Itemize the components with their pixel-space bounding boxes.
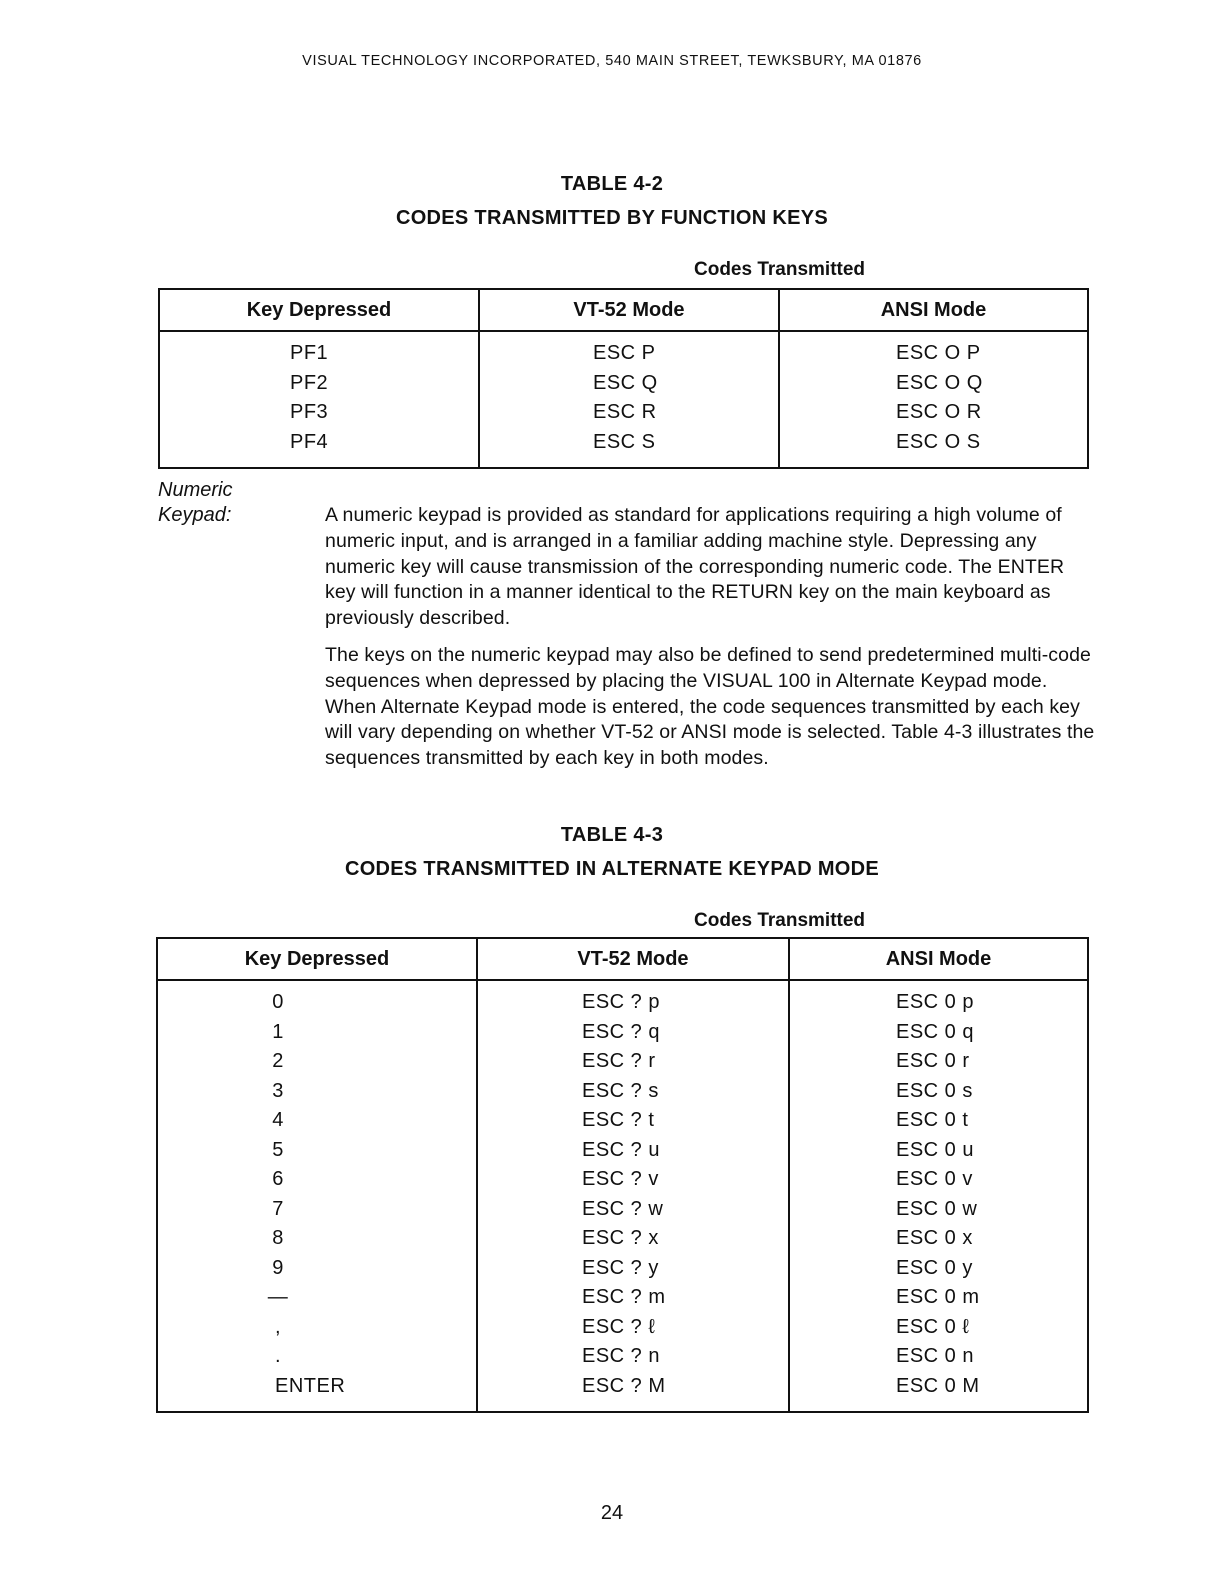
column-header-ansi: ANSI Mode bbox=[779, 289, 1088, 331]
paragraph-2: The keys on the numeric keypad may also be defined to send predetermined multi-code sequences when depressed by placing the VISUAL 100 in Alternate Keypad mode. When Alternate Keypad mode is entered, the code sequences transmitted by each key will vary depending on whether VT-52 or ANSI mode is selected. Table 4-3 illustrates the sequences transmitted by each key in both modes. bbox=[325, 644, 1095, 770]
cell: ESC 0 w bbox=[896, 1197, 978, 1220]
cell: ESC Q bbox=[593, 371, 658, 394]
cell: ESC 0 q bbox=[896, 1020, 974, 1043]
numeric-keypad-label bbox=[158, 478, 232, 528]
table-4-3-number: TABLE 4-3 bbox=[560, 824, 664, 846]
cell: PF1 bbox=[290, 342, 329, 364]
ansi-column bbox=[789, 980, 1088, 1412]
table-4-2-title: CODES TRANSMITTED BY FUNCTION KEYS bbox=[395, 207, 829, 229]
cell: 6 bbox=[272, 1168, 284, 1190]
cell: ESC 0 ℓ bbox=[896, 1315, 970, 1338]
cell: ESC ? u bbox=[582, 1138, 660, 1161]
vt52-column bbox=[477, 980, 789, 1412]
cell: 4 bbox=[272, 1109, 284, 1131]
column-header-key: Key Depressed bbox=[157, 938, 477, 980]
column-header-ansi: ANSI Mode bbox=[789, 938, 1088, 980]
table-4-2-number: TABLE 4-2 bbox=[560, 173, 664, 195]
cell: ESC ? t bbox=[582, 1109, 655, 1131]
cell: ESC ? p bbox=[582, 991, 660, 1013]
cell: — bbox=[267, 1286, 289, 1308]
cell: ESC ? x bbox=[582, 1227, 659, 1249]
ansi-column bbox=[779, 331, 1088, 468]
cell: ESC 0 v bbox=[896, 1168, 973, 1190]
cell: ESC 0 p bbox=[896, 991, 974, 1013]
cell: 5 bbox=[272, 1138, 284, 1161]
cell: ESC 0 x bbox=[896, 1227, 973, 1249]
cell: 1 bbox=[272, 1020, 284, 1043]
column-header-key: Key Depressed bbox=[159, 289, 479, 331]
cell: 2 bbox=[272, 1050, 284, 1072]
column-header-vt52: VT-52 Mode bbox=[477, 938, 789, 980]
cell: ESC R bbox=[593, 401, 657, 423]
table-4-3 bbox=[156, 937, 1089, 1413]
cell: ESC ? v bbox=[582, 1168, 659, 1190]
cell: ESC 0 m bbox=[896, 1286, 980, 1308]
cell: ESC ? m bbox=[582, 1286, 666, 1308]
cell: ENTER bbox=[275, 1374, 346, 1397]
vt52-column bbox=[479, 331, 779, 468]
cell: ESC P bbox=[593, 342, 656, 364]
cell: , bbox=[274, 1315, 282, 1338]
cell: ESC O Q bbox=[896, 371, 983, 394]
cell: ESC O P bbox=[896, 342, 981, 364]
cell: ESC 0 y bbox=[896, 1256, 973, 1279]
cell: ESC ? n bbox=[582, 1345, 660, 1367]
key-column bbox=[157, 980, 477, 1412]
cell: 9 bbox=[272, 1256, 284, 1279]
cell: ESC ? y bbox=[582, 1256, 659, 1279]
cell: 7 bbox=[272, 1197, 284, 1220]
cell: ESC O R bbox=[896, 401, 982, 423]
cell: ESC ? q bbox=[582, 1020, 660, 1043]
label-line-2: Keypad: bbox=[158, 504, 232, 526]
cell: ESC ? s bbox=[582, 1079, 659, 1102]
cell: ESC ? M bbox=[582, 1374, 666, 1397]
cell: PF2 bbox=[290, 371, 329, 394]
cell: ESC 0 r bbox=[896, 1050, 970, 1072]
cell: ESC 0 s bbox=[896, 1079, 973, 1102]
cell: ESC ? r bbox=[582, 1050, 656, 1072]
page-header: VISUAL TECHNOLOGY INCORPORATED, 540 MAIN STREET, TEWKSBURY, MA 01876 bbox=[302, 53, 922, 69]
cell: ESC ? ℓ bbox=[582, 1315, 656, 1338]
table-4-3-group-label: Codes Transmitted bbox=[694, 910, 866, 931]
paragraph-1: A numeric keypad is provided as standard for applications requiring a high volume of numeric input, and is arranged in a familiar adding machine style. Depressing any numeric key will cause transmission of the corresponding numeric code. The ENTER key will function in a manner identical to the RETURN key on the main keyboard as previously described. bbox=[325, 504, 1065, 630]
cell: ESC 0 n bbox=[896, 1345, 974, 1367]
page-number: 24 bbox=[600, 1502, 624, 1524]
table-4-2-group-label: Codes Transmitted bbox=[694, 259, 866, 280]
cell: 3 bbox=[272, 1079, 284, 1102]
label-line-1: Numeric bbox=[158, 479, 233, 501]
key-column bbox=[159, 331, 479, 468]
cell: ESC ? w bbox=[582, 1197, 664, 1220]
cell: . bbox=[274, 1345, 282, 1367]
cell: PF4 bbox=[290, 430, 329, 453]
cell: ESC S bbox=[593, 430, 656, 453]
cell: ESC 0 M bbox=[896, 1374, 980, 1397]
cell: ESC 0 t bbox=[896, 1109, 969, 1131]
cell: 8 bbox=[272, 1227, 284, 1249]
cell: ESC O S bbox=[896, 430, 981, 453]
cell: 0 bbox=[272, 991, 284, 1013]
table-4-3-title: CODES TRANSMITTED IN ALTERNATE KEYPAD MODE bbox=[344, 858, 880, 880]
table-4-2 bbox=[158, 288, 1089, 469]
cell: ESC 0 u bbox=[896, 1138, 974, 1161]
column-header-vt52: VT-52 Mode bbox=[479, 289, 779, 331]
cell: PF3 bbox=[290, 401, 329, 423]
